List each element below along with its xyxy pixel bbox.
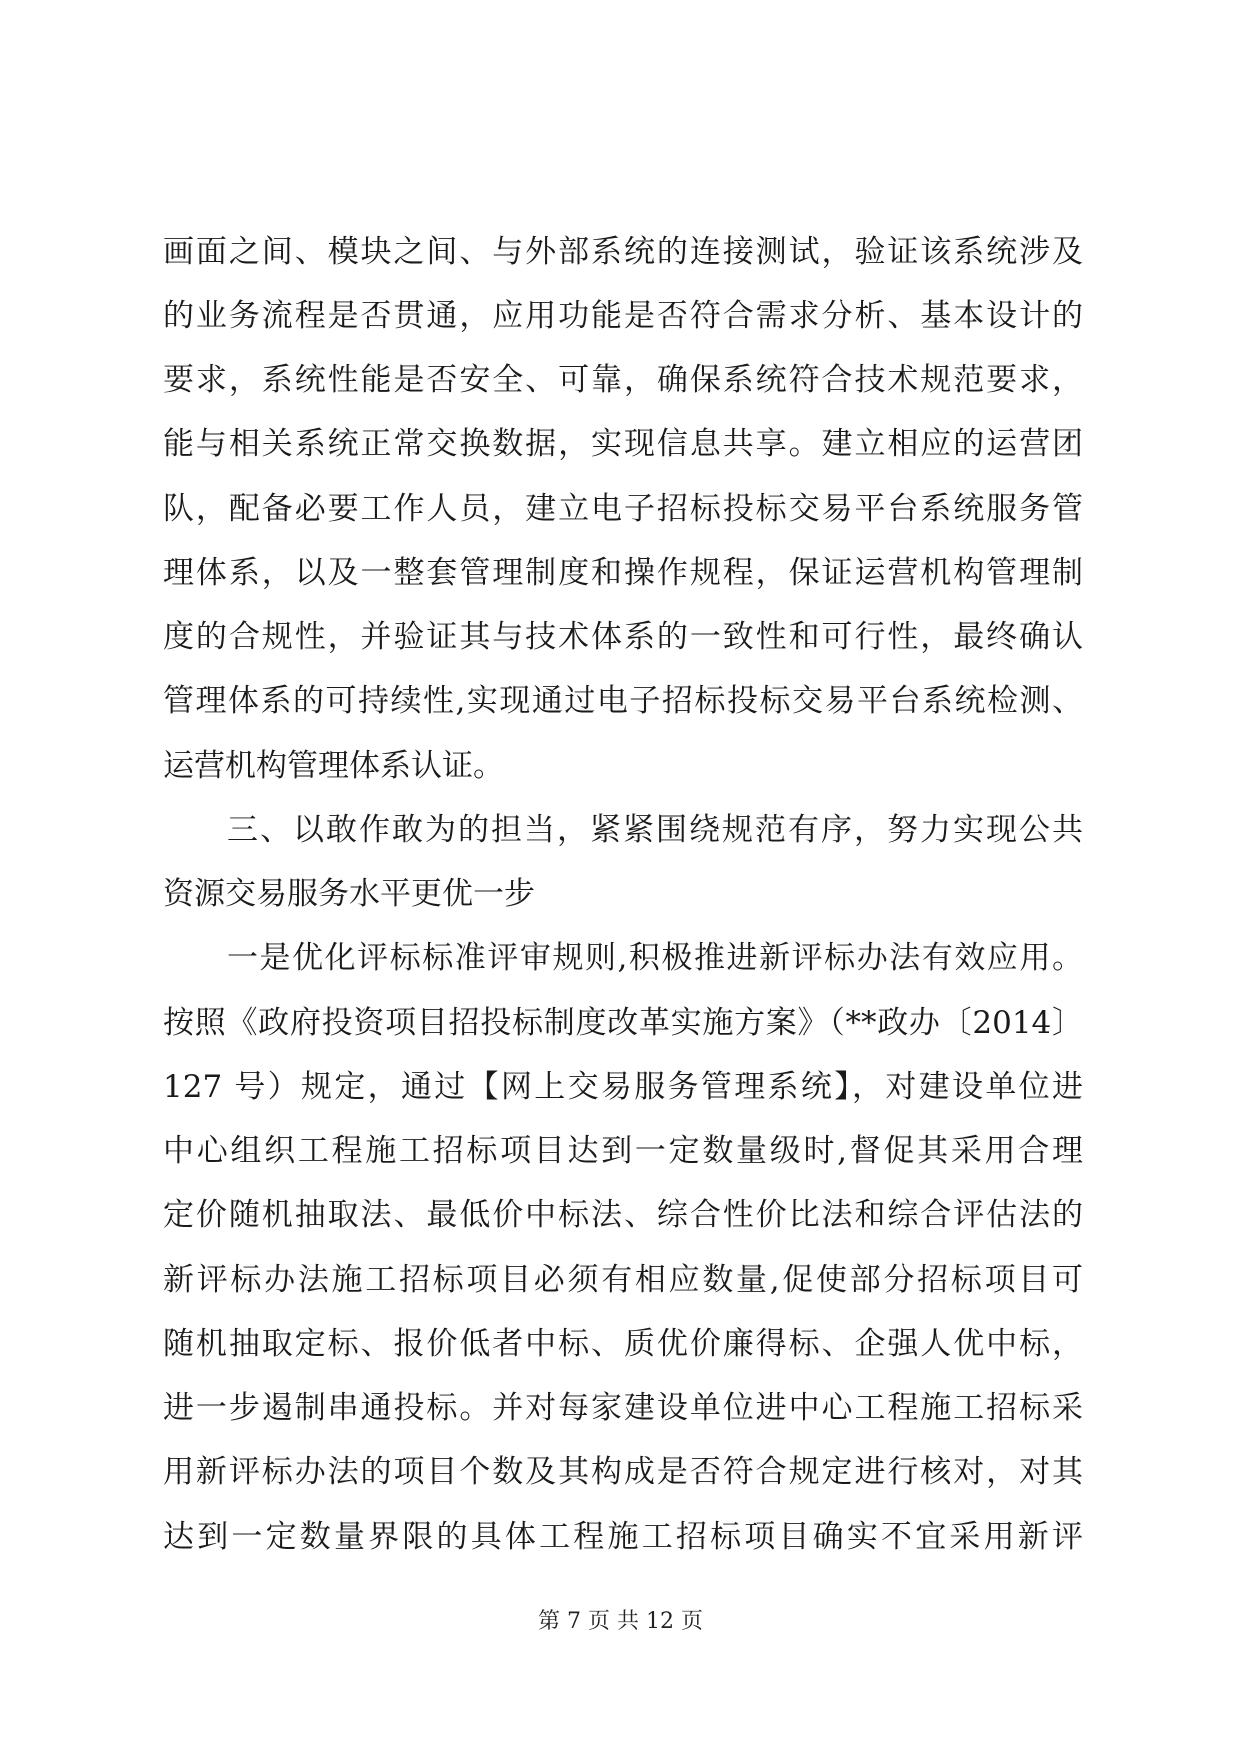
- text-line: 理体系，以及一整套管理制度和操作规程，保证运营机构管理制: [163, 555, 1083, 591]
- text-line: 随机抽取定标、报价低者中标、质优价廉得标、企强人优中标，: [163, 1326, 1083, 1362]
- text-line: 运营机构管理体系认证。: [163, 748, 504, 784]
- text-line: 度的合规性，并验证其与技术体系的一致性和可行性，最终确认: [163, 619, 1083, 655]
- page-number-footer: 第 7 页 共 12 页: [538, 1609, 703, 1634]
- section-heading-line: 资源交易服务水平更优一步: [163, 876, 535, 912]
- text-line: 管理体系的可持续性,实现通过电子招标投标交易平台系统检测、: [163, 683, 1083, 719]
- text-line: 能与相关系统正常交换数据，实现信息共享。建立相应的运营团: [163, 426, 1083, 462]
- text-line: 按照《政府投资项目招投标制度改革实施方案》（**政办〔2014〕: [163, 1005, 1083, 1041]
- text-line: 用新评标办法的项目个数及其构成是否符合规定进行核对，对其: [163, 1454, 1083, 1490]
- text-line: 达到一定数量界限的具体工程施工招标项目确实不宜采用新评: [163, 1519, 1083, 1555]
- text-line: 127 号）规定，通过【网上交易服务管理系统】，对建设单位进: [163, 1069, 1083, 1105]
- text-line: 定价随机抽取法、最低价中标法、综合性价比法和综合评估法的: [163, 1197, 1083, 1233]
- text-line: 中心组织工程施工招标项目达到一定数量级时,督促其采用合理: [163, 1133, 1083, 1169]
- section-heading-line: 三、以敢作敢为的担当，紧紧围绕规范有序，努力实现公共: [227, 812, 1083, 848]
- text-line: 新评标办法施工招标项目必须有相应数量,促使部分招标项目可: [163, 1262, 1083, 1298]
- text-line: 要求，系统性能是否安全、可靠，确保系统符合技术规范要求，: [163, 362, 1083, 398]
- text-line: 画面之间、模块之间、与外部系统的连接测试，验证该系统涉及: [163, 234, 1083, 270]
- text-line: 的业务流程是否贯通，应用功能是否符合需求分析、基本设计的: [163, 298, 1083, 334]
- text-line: 一是优化评标标准评审规则,积极推进新评标办法有效应用。: [227, 940, 1083, 976]
- text-line: 进一步遏制串通投标。并对每家建设单位进中心工程施工招标采: [163, 1390, 1083, 1426]
- text-line: 队，配备必要工作人员，建立电子招标投标交易平台系统服务管: [163, 491, 1083, 527]
